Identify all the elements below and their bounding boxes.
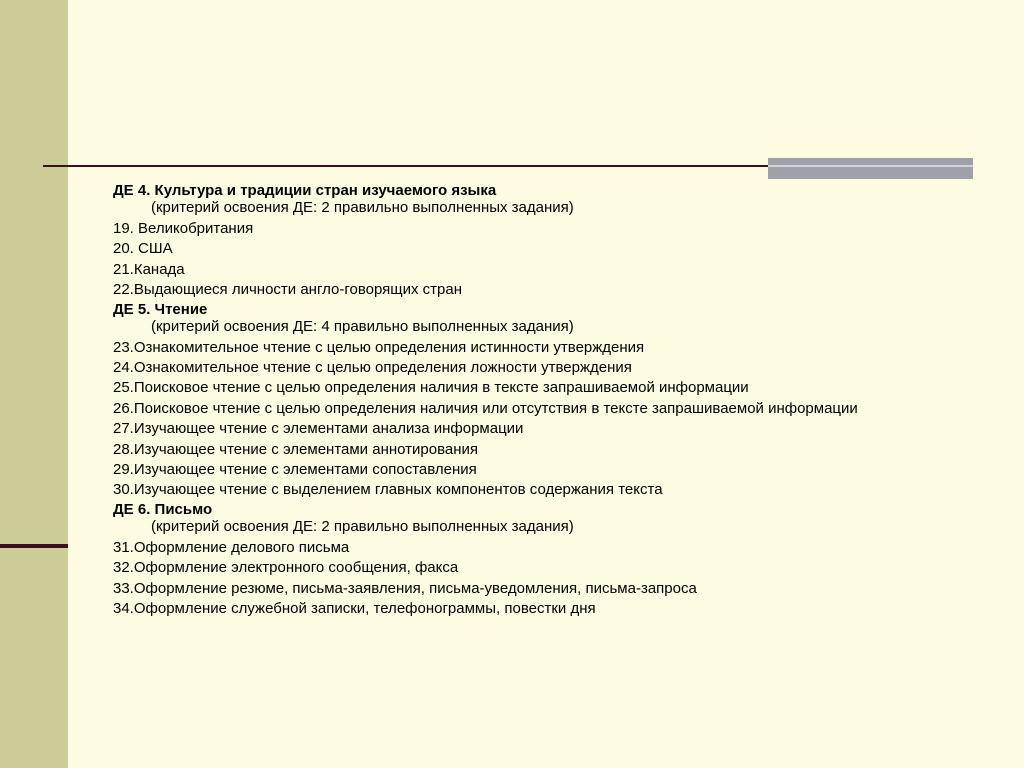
section-criterion: (критерий освоения ДЕ: 2 правильно выполненных задания) bbox=[151, 517, 574, 535]
list-item: 26.Поисковое чтение с целью определения наличия или отсутствия в тексте запрашиваемой информации bbox=[113, 399, 858, 417]
left-band-divider bbox=[0, 544, 68, 548]
list-item: 32.Оформление электронного сообщения, факса bbox=[113, 559, 459, 577]
section-criterion: (критерий освоения ДЕ: 2 правильно выполненных задания) bbox=[151, 199, 574, 216]
section-de4 bbox=[113, 182, 993, 301]
section-heading: ДЕ 5. Чтение bbox=[113, 300, 208, 318]
section-heading: ДЕ 6. Письмо bbox=[113, 500, 213, 518]
section-de6 bbox=[113, 501, 993, 620]
list-item: 20. США bbox=[113, 240, 173, 258]
section-criterion: (критерий освоения ДЕ: 4 правильно выполненных задания) bbox=[151, 317, 574, 335]
list-item: 19. Великобритания bbox=[113, 220, 254, 237]
accent-bar-highlight bbox=[768, 165, 973, 167]
section-heading: ДЕ 4. Культура и традиции стран изучаемого языка bbox=[113, 182, 497, 199]
list-item: 22.Выдающиеся личности англо-говорящих стран bbox=[113, 281, 462, 299]
list-item: 27.Изучающее чтение с элементами анализа информации bbox=[113, 420, 524, 438]
list-item: 21.Канада bbox=[113, 260, 185, 278]
section-de5 bbox=[113, 301, 993, 501]
list-item: 31.Оформление делового письма bbox=[113, 538, 350, 556]
accent-bar bbox=[768, 158, 973, 179]
list-item: 30.Изучающее чтение с выделением главных компонентов содержания текста bbox=[113, 481, 663, 499]
list-item: 29.Изучающее чтение с элементами сопоставления bbox=[113, 461, 477, 479]
list-item: 24.Ознакомительное чтение с целью определения ложности утверждения bbox=[113, 359, 632, 377]
left-decorative-band bbox=[0, 0, 68, 768]
list-item: 34.Оформление служебной записки, телефонограммы, повестки дня bbox=[113, 600, 596, 618]
list-item: 25.Поисковое чтение с целью определения наличия в тексте запрашиваемой информации bbox=[113, 379, 749, 397]
slide-content bbox=[113, 182, 993, 620]
list-item: 33.Оформление резюме, письма-заявления, письма-уведомления, письма-запроса bbox=[113, 579, 697, 597]
list-item: 23.Ознакомительное чтение с целью определения истинности утверждения bbox=[113, 338, 645, 356]
list-item: 28.Изучающее чтение с элементами аннотирования bbox=[113, 440, 479, 458]
